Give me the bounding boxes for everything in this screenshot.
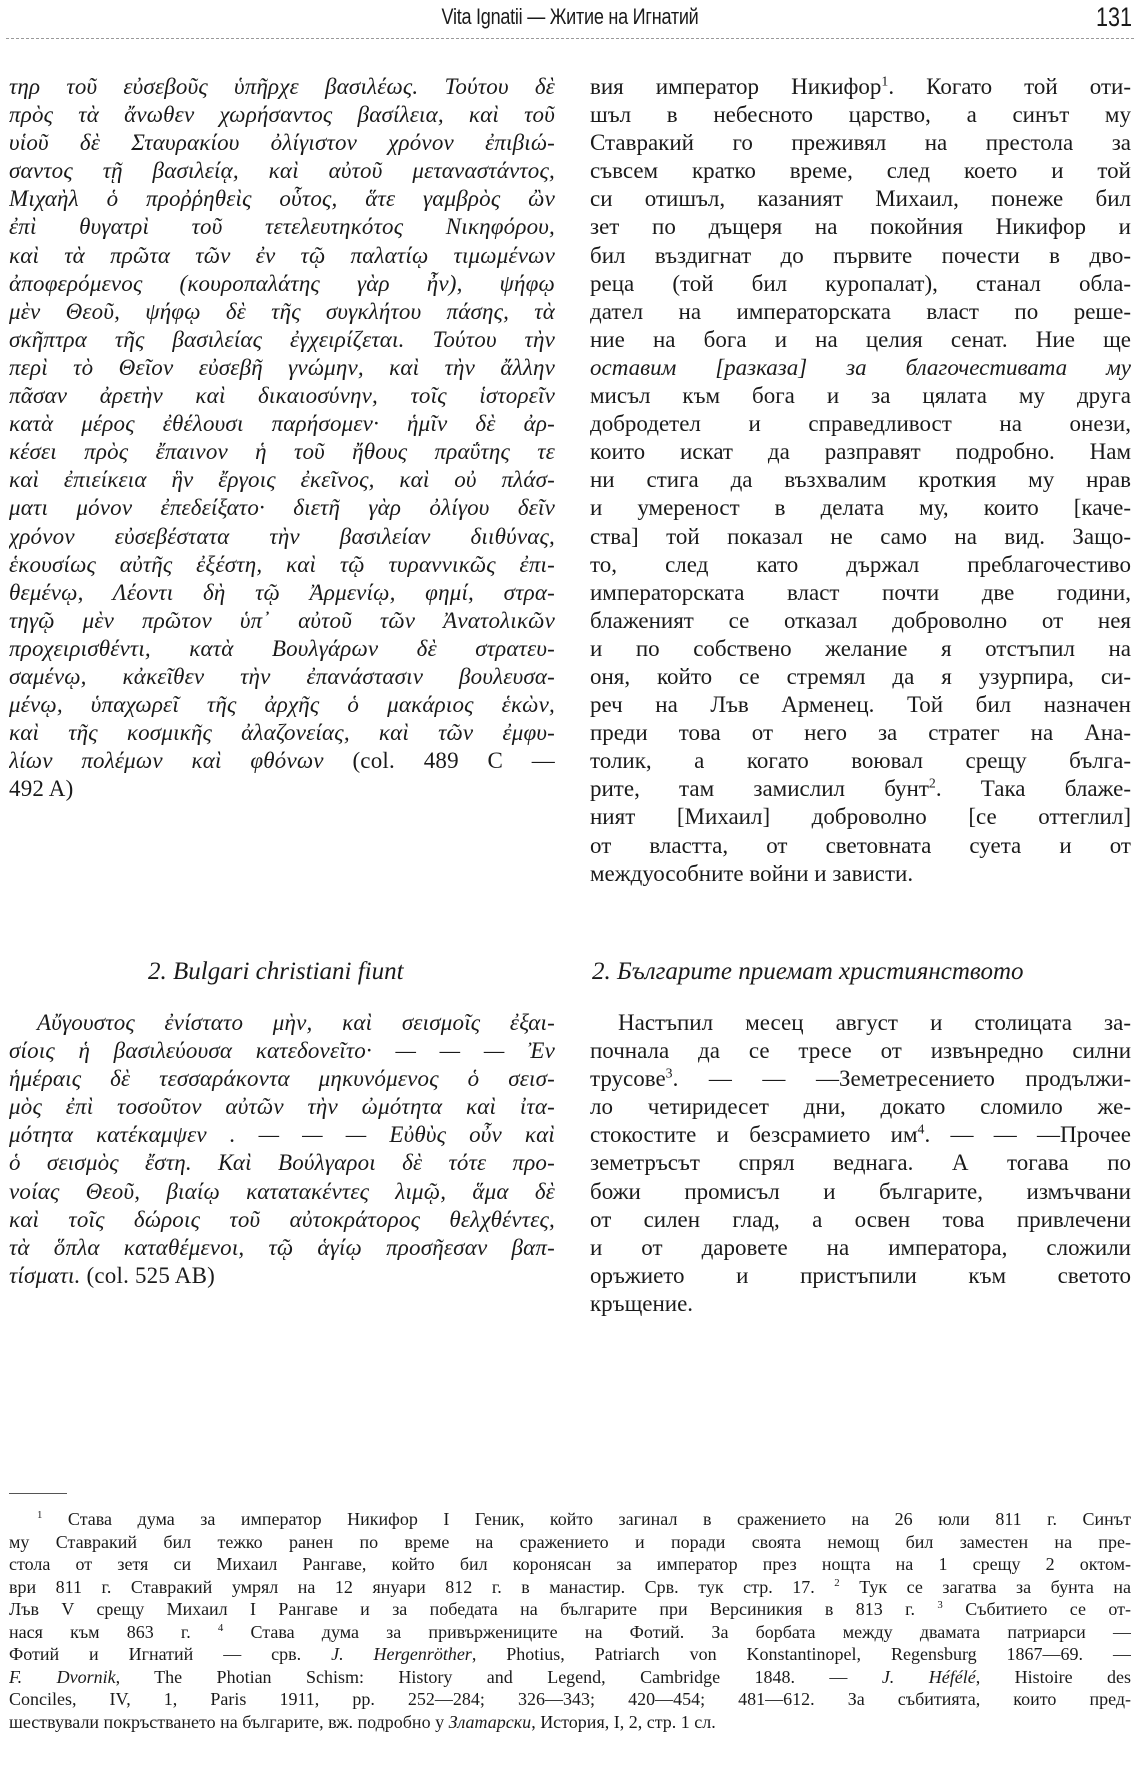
footnote-line bbox=[9, 1531, 1131, 1554]
citation: (col. 525 AB) bbox=[86, 1262, 215, 1288]
greek-line bbox=[9, 1178, 555, 1206]
bulgarian-line-text: шъл в небесното царство, а синът му bbox=[590, 102, 1131, 128]
footnote-text: Тук се загатва за бунта на bbox=[839, 1576, 1131, 1597]
bulgarian-line-text: трусове bbox=[590, 1066, 666, 1092]
bulgarian-line-text: Ставракий го преживял на престола за bbox=[590, 130, 1131, 156]
bulgarian-line bbox=[590, 101, 1131, 129]
bulgarian-line-text: оставим [разказа] за благочестивата му bbox=[590, 354, 1131, 380]
footnote-line bbox=[9, 1576, 1131, 1599]
bulgarian-line-text: оръжието и пристъпили към светото bbox=[590, 1262, 1131, 1288]
greek-line bbox=[9, 101, 555, 129]
greek-line-text: τηγῷ μὲν πρῶτον ὑπ᾿ αὐτοῦ τῶν Ἀνατολικῶν bbox=[9, 607, 555, 633]
bulgarian-line bbox=[590, 382, 1131, 410]
greek-text-section-2 bbox=[9, 1009, 555, 1290]
footnote-text: ври 811 г. Ставракий умрял на 12 януари 812 г. в манастир. Срв. тук стр. 17. bbox=[9, 1576, 835, 1597]
bulgarian-line bbox=[590, 354, 1131, 382]
greek-line bbox=[9, 326, 555, 354]
bulgarian-line bbox=[590, 607, 1131, 635]
greek-line-text: καὶ τῆς κοσμικῆς ἀλαζονείας, καὶ τῶν ἐμφυ- bbox=[9, 720, 555, 746]
footnote-line bbox=[9, 1688, 1131, 1711]
bulgarian-line-tail: . Така блаже- bbox=[935, 776, 1131, 802]
bulgarian-line-text: бил въздигнат до първите почести в дво- bbox=[590, 242, 1131, 268]
bulgarian-line bbox=[590, 1093, 1131, 1121]
greek-line-text: καὶ τοῖς δώροις τοῦ αὐτοκράτορος θελχθέντες, bbox=[9, 1206, 555, 1232]
bulgarian-line-text: дател на императорската власт по реше- bbox=[590, 298, 1131, 324]
greek-line-text: Αὔγουστος ἐνίστατο μὴν, καὶ σεισμοῖς ἐξαι- bbox=[37, 1010, 555, 1035]
greek-line-text: μένῳ, ὑπαχωρεῖ τῆς ἀρχῆς ὁ μακάριος ἑκὼν, bbox=[9, 692, 555, 718]
bulgarian-line-text: Настъпил месец август и столицата за- bbox=[618, 1010, 1131, 1035]
greek-line bbox=[9, 1262, 555, 1290]
greek-line bbox=[9, 1093, 555, 1121]
bulgarian-line-text: които искат да разправят подробно. Нам bbox=[590, 439, 1131, 465]
footnote-text: му Ставракий бил тежко ранен по време на сражението и поради своята немощ бил заместен на пре- bbox=[9, 1531, 1131, 1552]
bulgarian-line-text: императорската власт почти две години, bbox=[590, 579, 1131, 605]
bulgarian-line-text: божи промисъл и българите, измъчвани bbox=[590, 1178, 1131, 1204]
footnote-text: , Photius, Patriarch von Konstantinopel, Regensburg 1867—69. — bbox=[471, 1644, 1131, 1664]
footnote-rule bbox=[9, 1493, 67, 1494]
bulgarian-line bbox=[590, 551, 1131, 579]
bulgarian-line bbox=[590, 1262, 1131, 1290]
bulgarian-line-text: добродетел и справедливост на онези, bbox=[590, 411, 1131, 437]
bulgarian-line bbox=[590, 691, 1131, 719]
bulgarian-line-text: почнала да се тресе от извънредно силни bbox=[590, 1038, 1131, 1064]
greek-line bbox=[9, 1206, 555, 1234]
bulgarian-line bbox=[590, 1290, 1131, 1318]
bulgarian-line-text: съвсем кратко време, след което и той bbox=[590, 158, 1131, 184]
bulgarian-line-text: ние на бога и на целия сенат. Ние ще bbox=[590, 326, 1131, 352]
footnote-ref: 3 bbox=[665, 1065, 673, 1081]
greek-line-text: ἑκουσίως αὐτῆς ἐξέστη, καὶ τῷ τυραννικῶς ἐπι- bbox=[9, 551, 555, 577]
bulgarian-line-text: и умереност в делата му, които [каче- bbox=[590, 495, 1131, 521]
footnote-line bbox=[9, 1553, 1131, 1576]
greek-line-text: μὸς ἐπὶ τοσοῦτον αὐτῶν τὴν ὠμότητα καὶ ἰτα- bbox=[9, 1094, 555, 1120]
bulgarian-line bbox=[590, 438, 1131, 466]
footnotes bbox=[9, 1493, 1131, 1733]
greek-line-text: τίσματι. bbox=[9, 1262, 81, 1288]
bulgarian-line bbox=[590, 213, 1131, 241]
greek-line-text: σκῆπτρα τῆς βασιλείας ἐγχειρίζεται. Τούτου τὴν bbox=[9, 326, 555, 352]
greek-line bbox=[9, 635, 555, 663]
bulgarian-line bbox=[590, 747, 1131, 775]
footnote-text: Лъв V срещу Михаил I Рангаве и за победата на българите при Версиникия в 813 г. bbox=[9, 1599, 938, 1619]
greek-line bbox=[9, 242, 555, 270]
bulgarian-line bbox=[590, 1009, 1131, 1037]
greek-line bbox=[9, 466, 555, 494]
greek-line bbox=[9, 719, 555, 747]
greek-line bbox=[9, 1037, 555, 1065]
running-title: Vita Ignatii — Житие на Игнатий bbox=[441, 4, 699, 29]
greek-line bbox=[9, 551, 555, 579]
page-number: 131 bbox=[1095, 2, 1132, 32]
greek-line bbox=[9, 410, 555, 438]
bulgarian-line-text: то, след като държал преблагочестиво bbox=[590, 551, 1131, 577]
footnote-text: Става дума за привържениците на Фотий. За борбата между двамата патриарси — bbox=[223, 1621, 1131, 1642]
greek-line bbox=[9, 579, 555, 607]
bulgarian-line-text: си отишъл, казаният Михаил, понеже бил bbox=[590, 186, 1131, 212]
greek-line bbox=[9, 185, 555, 213]
greek-line-text: σίοις ἡ βασιλεύουσα κατεδονεῖτο· — — — Ἐν bbox=[9, 1038, 555, 1064]
greek-line-text: λίων πολέμων καὶ φθόνων bbox=[9, 748, 324, 774]
greek-line-text: περὶ τὸ Θεῖον εὐσεβῆ γνώμην, καὶ τὴν ἄλλην bbox=[9, 354, 555, 380]
bulgarian-text-section-2 bbox=[590, 1009, 1131, 1318]
bulgarian-line bbox=[590, 523, 1131, 551]
citation: (col. 489 C — bbox=[352, 748, 555, 774]
bulgarian-line-text: и по собствено желание я отстъпил на bbox=[590, 635, 1131, 661]
bulgarian-line-text: ни стига да възхвалим кроткия му нрав bbox=[590, 467, 1131, 493]
bulgarian-line bbox=[590, 635, 1131, 663]
bulgarian-line bbox=[590, 494, 1131, 522]
greek-line-text: ὁ σεισμὸς ἔστη. Καὶ Βούλγαροι δὲ τότε προ- bbox=[9, 1150, 555, 1176]
bulgarian-line-text: кръщение. bbox=[590, 1290, 694, 1316]
bulgarian-line bbox=[590, 242, 1131, 270]
bulgarian-line bbox=[590, 270, 1131, 298]
greek-line-text: νοίας Θεοῦ, βιαίῳ κατατακέντες λιμῷ, ἅμα δὲ bbox=[9, 1178, 555, 1204]
greek-line bbox=[9, 663, 555, 691]
footnote-text: , The Photian Schism: History and Legend, Cambridge 1848. — bbox=[115, 1666, 882, 1687]
greek-line bbox=[9, 213, 555, 241]
greek-line bbox=[9, 298, 555, 326]
bulgarian-line-text: и от даровете на императора, сложили bbox=[590, 1234, 1131, 1260]
bulgarian-line-text: ло четиридесет дни, докато сломило же- bbox=[590, 1094, 1131, 1120]
greek-line bbox=[9, 607, 555, 635]
citation-end: 492 A) bbox=[9, 776, 74, 802]
greek-line-text: σαντος τῇ βασιλείᾳ, καὶ αὐτοῦ μεταναστάντος, bbox=[9, 158, 555, 184]
footnote-text: нася към 863 г. bbox=[9, 1621, 218, 1642]
greek-line bbox=[9, 129, 555, 157]
footnote-text: Фотий и Игнатий — срв. bbox=[9, 1644, 332, 1664]
bulgarian-line bbox=[590, 326, 1131, 354]
greek-line-text: πρὸς τὰ ἄνωθεν χωρήσαντος βασίλεια, καὶ τοῦ bbox=[9, 102, 555, 128]
greek-line bbox=[9, 1009, 555, 1037]
greek-line-text: κέσει πρὸς ἔπαινον ἡ τοῦ ἤθους πραΰτης τε bbox=[9, 439, 555, 465]
bulgarian-line-text: стокостите и безсрамието им bbox=[590, 1122, 918, 1148]
bulgarian-text-section-1 bbox=[590, 73, 1131, 888]
bulgarian-line-text: блаженият се отказал доброволно от нея bbox=[590, 607, 1131, 633]
bulgarian-line-text: ства] той показал не само на вид. Защо- bbox=[590, 523, 1131, 549]
greek-line-text: υἱοῦ δὲ Σταυρακίου ὀλίγιστον χρόνον ἐπιβιώ- bbox=[9, 130, 555, 156]
greek-line-text: προχειρισθέντι, κατὰ Βουλγάρων δὲ στρατευ- bbox=[9, 635, 555, 661]
greek-line bbox=[9, 354, 555, 382]
greek-line-text: τηρ τοῦ εὐσεβοῦς ὑπῆρχε βασιλέως. Τούτου δὲ bbox=[9, 74, 555, 99]
bulgarian-line bbox=[590, 832, 1131, 860]
bulgarian-line-text: зет по дъщеря на покойния Никифор и bbox=[590, 214, 1131, 240]
greek-line bbox=[9, 382, 555, 410]
footnote-line bbox=[9, 1508, 1131, 1531]
greek-line-text: θεμένῳ, Λέοντι δὴ τῷ Ἀρμενίῳ, φημί, στρα- bbox=[9, 579, 555, 605]
footnote-author: J. Hergenröther bbox=[331, 1644, 472, 1664]
footnote-number: 2 bbox=[834, 1576, 840, 1589]
footnote-line bbox=[9, 1666, 1131, 1689]
bulgarian-line bbox=[590, 1065, 1131, 1093]
bulgarian-line bbox=[590, 663, 1131, 691]
bulgarian-line-text: толик, а когато воювал срещу бълга- bbox=[590, 748, 1131, 774]
footnote-text: , История, I, 2, стр. 1 сл. bbox=[531, 1711, 716, 1732]
footnote-text: Conciles, IV, 1, Paris 1911, pp. 252—284; 326—343; 420—454; 481—612. За събитията, които пред- bbox=[9, 1689, 1131, 1709]
bulgarian-line bbox=[590, 1121, 1131, 1149]
greek-line bbox=[9, 73, 555, 101]
bulgarian-line-text: реца (той бил куропалат), станал обла- bbox=[590, 270, 1131, 296]
bulgarian-line-text: от силен глад, а освен това привлечени bbox=[590, 1206, 1131, 1232]
bulgarian-line bbox=[590, 1037, 1131, 1065]
bulgarian-line-tail: . — — —Земетресението продължи- bbox=[672, 1066, 1131, 1092]
bulgarian-line bbox=[590, 1149, 1131, 1177]
footnote-number: 4 bbox=[217, 1621, 224, 1634]
bulgarian-section-heading: 2. Българите приемат християнството bbox=[592, 958, 1024, 985]
bulgarian-line bbox=[590, 579, 1131, 607]
bulgarian-line bbox=[590, 466, 1131, 494]
bulgarian-line bbox=[590, 157, 1131, 185]
footnote-text: шествували покръстването на българите, вж. подробно у bbox=[9, 1711, 449, 1732]
greek-line-text: καὶ τὰ πρῶτα τῶν ἐν τῷ παλατίῳ τιμωμένων bbox=[9, 242, 555, 268]
greek-line-text: πᾶσαν ἀρετὴν καὶ δικαιοσύνην, τοῖς ἱστορεῖν bbox=[9, 383, 555, 409]
footnote-text: Събитието се от- bbox=[942, 1599, 1131, 1619]
greek-line bbox=[9, 747, 555, 775]
greek-line-text: μὲν Θεοῦ, ψήφῳ δὲ τῆς συγκλήτου πάσης, τὰ bbox=[9, 298, 555, 324]
bulgarian-line bbox=[590, 860, 1131, 888]
bulgarian-line bbox=[590, 803, 1131, 831]
bulgarian-line bbox=[590, 719, 1131, 747]
bulgarian-line-text: рите, там замислил бунт bbox=[590, 776, 929, 802]
greek-line bbox=[9, 270, 555, 298]
greek-line-text: Μιχαὴλ ὁ προῤῥηθεὶς οὗτος, ἅτε γαμβρὸς ὢν bbox=[9, 186, 555, 212]
greek-line-text: ἀποφερόμενος (κουροπαλάτης γὰρ ἦν), ψήφῳ bbox=[9, 270, 555, 296]
greek-line bbox=[9, 523, 555, 551]
greek-line-text: καὶ ἐπιείκεια ἣν ἔργοις ἐκεῖνος, καὶ οὐ πλάσ- bbox=[9, 467, 555, 493]
greek-line bbox=[9, 1121, 555, 1149]
greek-line bbox=[9, 438, 555, 466]
footnote-number: 3 bbox=[937, 1599, 943, 1611]
greek-line bbox=[9, 1234, 555, 1262]
greek-line bbox=[9, 1065, 555, 1093]
greek-line bbox=[9, 494, 555, 522]
footnote-ref: 4 bbox=[917, 1121, 925, 1137]
bulgarian-line-text: преди това от него за стратег на Ана- bbox=[590, 720, 1131, 746]
footnote-ref: 1 bbox=[881, 73, 889, 89]
footnote-author: F. Dvornik bbox=[9, 1666, 116, 1687]
footnote-text: , Histoire des bbox=[975, 1666, 1131, 1687]
footnote-line bbox=[9, 1621, 1131, 1644]
bulgarian-line bbox=[590, 298, 1131, 326]
footnote-text: стола от зетя си Михаил Рангаве, който бил коронясан за император през нощта на 1 срещу 2 октом- bbox=[9, 1554, 1131, 1574]
greek-line-text: ἡμέραις δὲ τεσσαράκοντα μηκυνόμενος ὁ σεισ- bbox=[9, 1066, 555, 1092]
header-rule bbox=[6, 38, 1134, 39]
bulgarian-line bbox=[590, 73, 1131, 101]
bulgarian-line-text: от властта, от световната суета и от bbox=[590, 832, 1131, 858]
greek-line-text: ἐπὶ θυγατρὶ τοῦ τετελευτηκότος Νικηφόρου, bbox=[9, 214, 555, 240]
bulgarian-line bbox=[590, 1234, 1131, 1262]
bulgarian-line bbox=[590, 410, 1131, 438]
bulgarian-line-text: междуособните войни и зависти. bbox=[590, 860, 914, 886]
bulgarian-line bbox=[590, 775, 1131, 803]
greek-line-text: κατὰ μέρος ἐθέλουσι παρήσομεν· ἡμῖν δὲ ἀρ- bbox=[9, 411, 555, 437]
greek-line-text: χρόνον εὐσεβέστατα τὴν βασιλείαν διιθύνας, bbox=[9, 523, 555, 549]
bulgarian-line-text: мисъл към бога и за цялата му друга bbox=[590, 383, 1131, 409]
footnote-author: J. Héfélé bbox=[881, 1666, 976, 1687]
bulgarian-line bbox=[590, 1178, 1131, 1206]
latin-section-heading: 2. Bulgari christiani fiunt bbox=[148, 958, 404, 985]
bulgarian-line-text: вия император Никифор bbox=[590, 74, 882, 99]
bulgarian-line bbox=[590, 129, 1131, 157]
footnote-line bbox=[9, 1643, 1131, 1666]
greek-line bbox=[9, 157, 555, 185]
footnote-number: 1 bbox=[37, 1509, 43, 1521]
footnote-text: Става дума за император Никифор I Геник, който загинал в сражението на 26 юли 811 г. Синът bbox=[42, 1509, 1131, 1529]
greek-line-text: μότητα κατέκαμψεν . — — — Εὐθὺς οὖν καὶ bbox=[9, 1122, 555, 1148]
page-header bbox=[0, 0, 1140, 40]
bulgarian-line-tail: . — — —Прочее bbox=[924, 1122, 1131, 1148]
bulgarian-line bbox=[590, 1206, 1131, 1234]
bulgarian-line-text: реч на Лъв Арменец. Той бил назначен bbox=[590, 692, 1131, 718]
greek-line-text: ματι μόνον ἐπεδείξατο· διετῆ γὰρ ὀλίγου δεῖν bbox=[9, 495, 555, 521]
greek-line bbox=[9, 691, 555, 719]
greek-line-text: τὰ ὅπλα καταθέμενοι, τῷ ἁγίῳ προσῆεσαν βαπ- bbox=[9, 1234, 555, 1260]
greek-line bbox=[9, 1149, 555, 1177]
bulgarian-line bbox=[590, 185, 1131, 213]
bulgarian-line-tail: . Когато той оти- bbox=[888, 74, 1131, 99]
greek-text-section-1 bbox=[9, 73, 555, 803]
footnote-author: Златарски bbox=[448, 1711, 532, 1732]
bulgarian-line-text: ният [Михаил] доброволно [се оттеглил] bbox=[590, 804, 1131, 830]
footnote-line bbox=[9, 1711, 1131, 1734]
bulgarian-line-text: оня, който се стремял да я узурпира, си- bbox=[590, 663, 1131, 689]
footnote-ref: 2 bbox=[928, 775, 936, 791]
footnote-line bbox=[9, 1598, 1131, 1621]
bulgarian-line-text: земетръсът спрял веднага. А тогава по bbox=[590, 1150, 1131, 1176]
greek-line-text: σαμένῳ, κἀκεῖθεν τὴν ἐπανάστασιν βουλευσα- bbox=[9, 663, 555, 689]
